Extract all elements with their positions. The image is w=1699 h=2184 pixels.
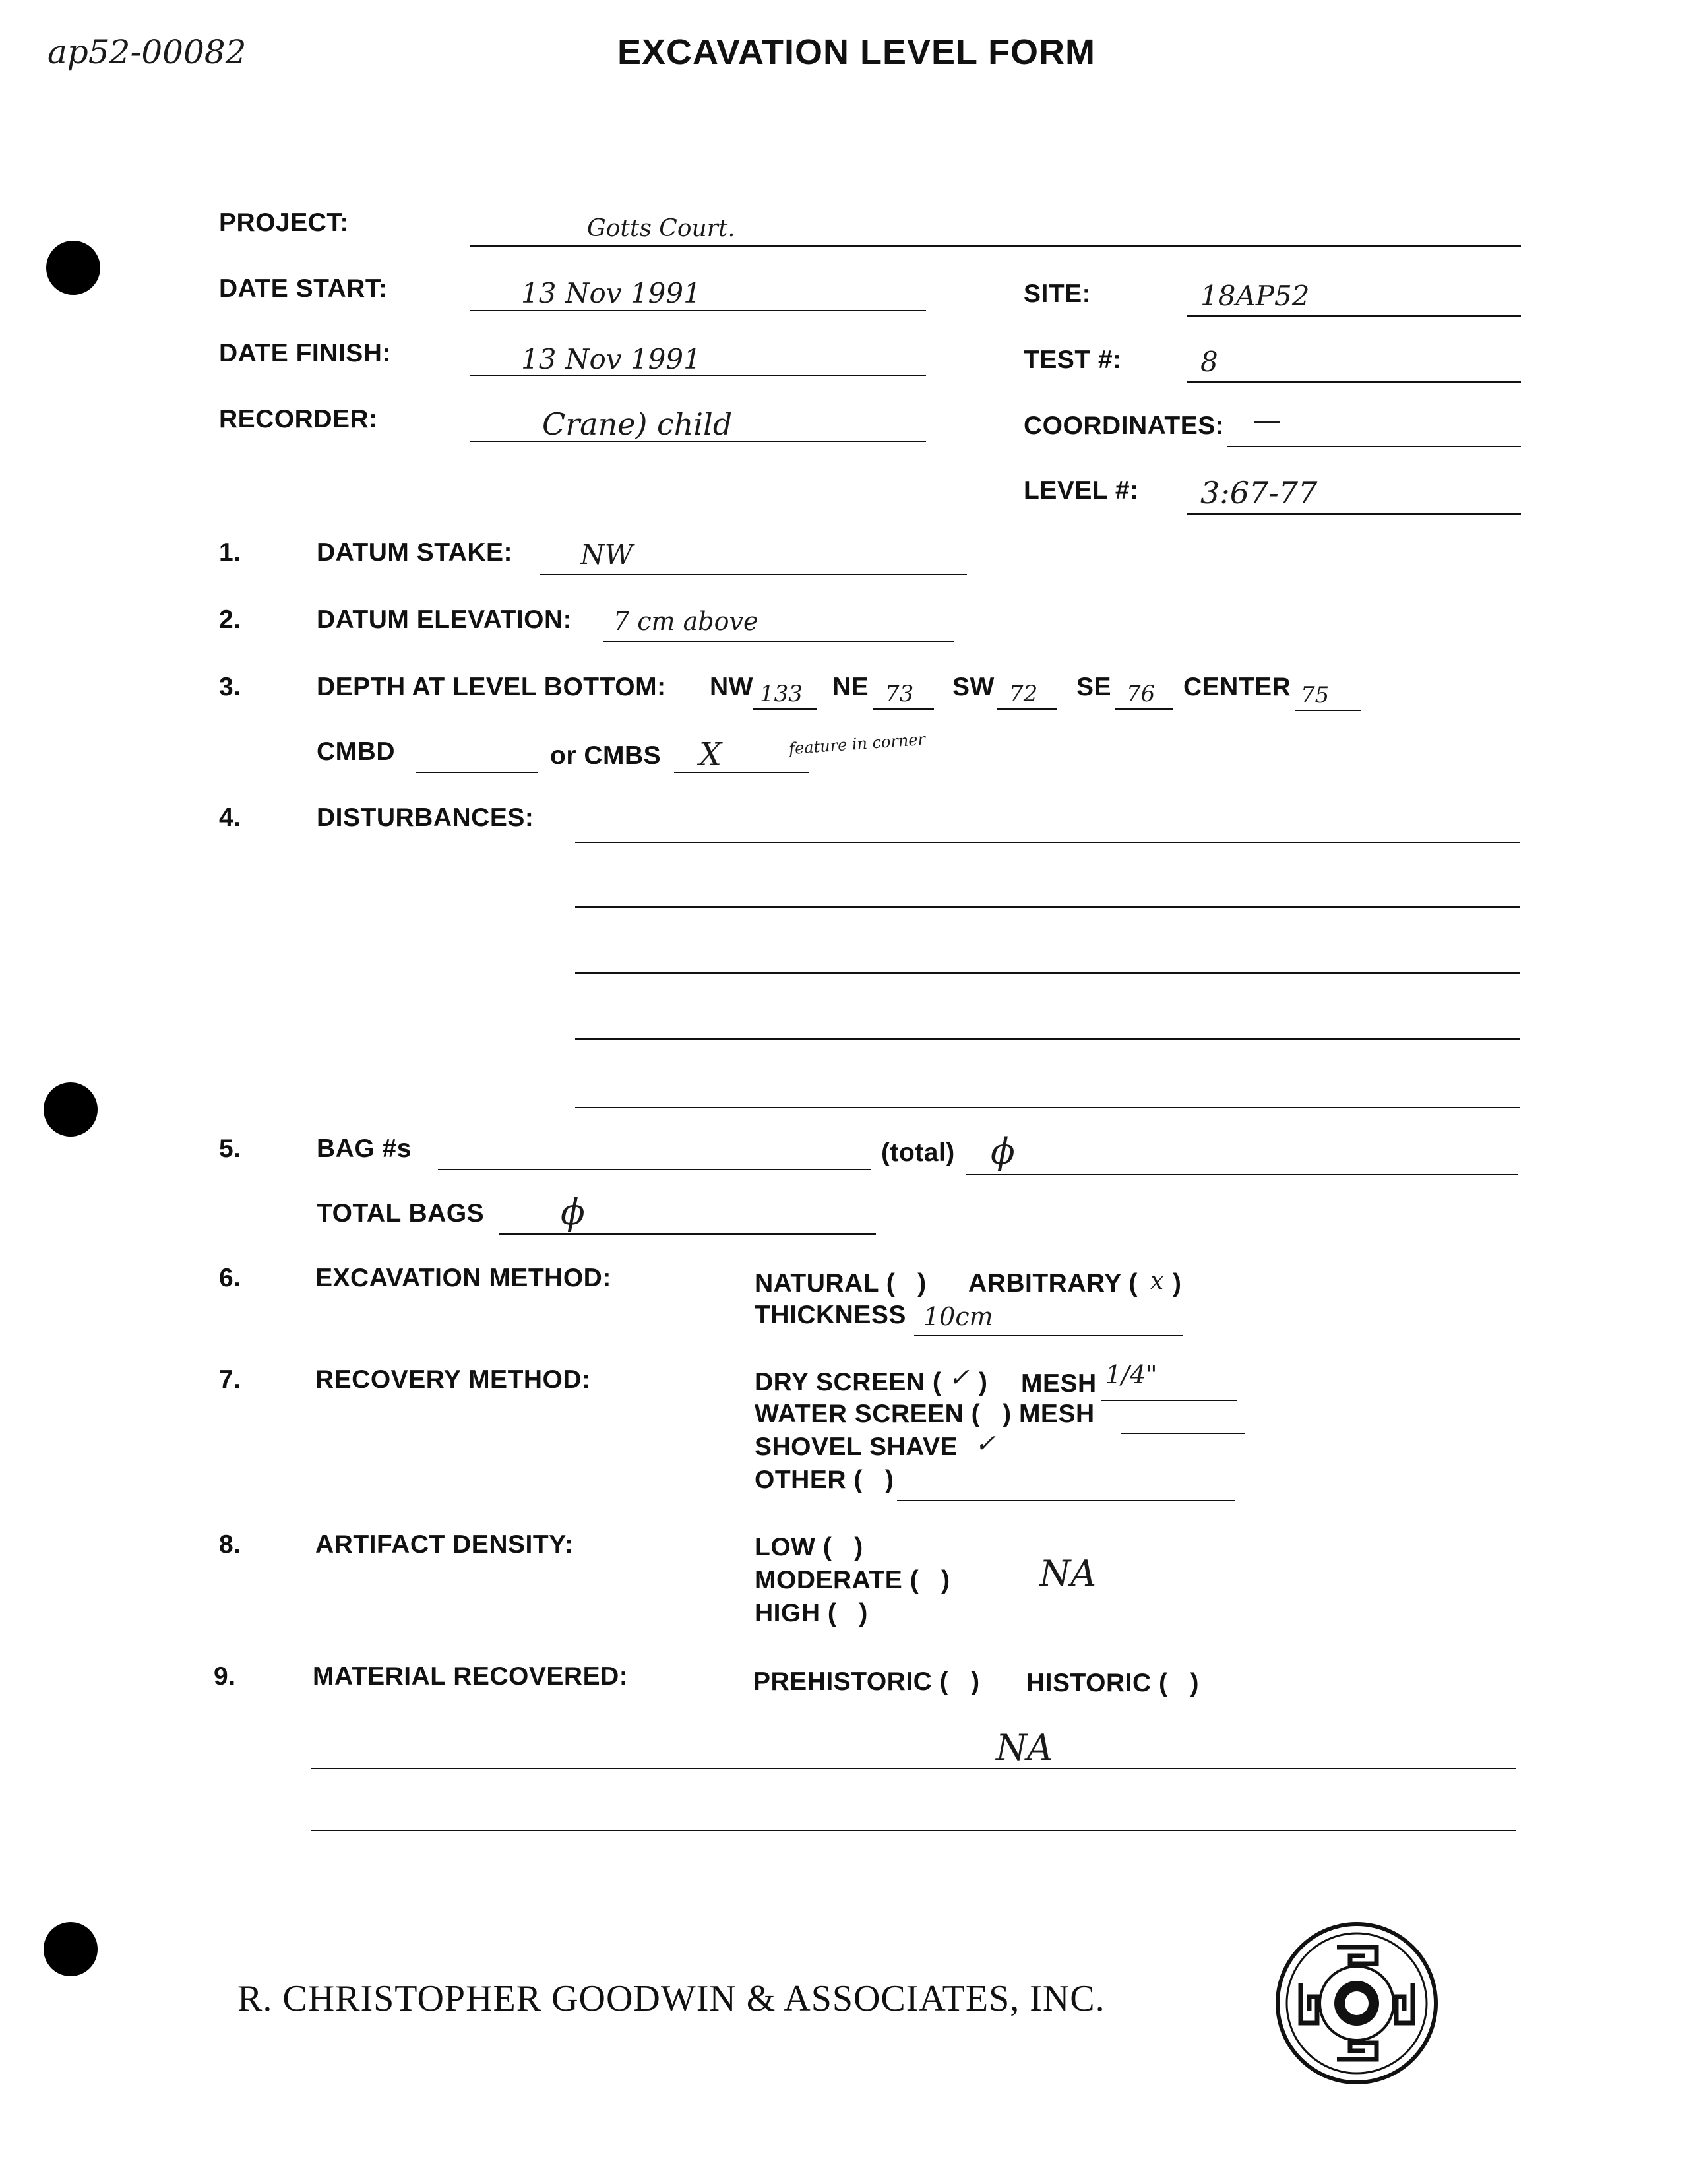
project-line [470,245,1521,247]
total-bags-label: TOTAL BAGS [317,1199,485,1228]
mesh-value: 1/4" [1105,1360,1158,1389]
arbitrary-label: ARBITRARY ( [968,1269,1138,1297]
high-option: HIGH ( ) [755,1599,868,1627]
water-screen-label: WATER SCREEN ( ) MESH [755,1400,1095,1428]
material-recovered-label: MATERIAL RECOVERED: [313,1662,629,1691]
material-line-2 [311,1830,1516,1831]
level-value: 3:67-77 [1200,475,1318,511]
test-label: TEST #: [1024,346,1122,374]
dry-screen-close: ) [979,1368,988,1396]
nw-value: 133 [760,681,803,707]
total-label: (total) [881,1139,955,1167]
water-mesh-line [1121,1433,1245,1434]
company-name: R. CHRISTOPHER GOODWIN & ASSOCIATES, INC. [237,1978,1105,2019]
bag-line [438,1169,871,1170]
material-line-1 [311,1768,1516,1769]
moderate-option: MODERATE ( ) [755,1566,950,1594]
total-bags-value: ϕ [561,1191,585,1233]
low-option: LOW ( ) [755,1533,863,1561]
center-value: 75 [1301,682,1330,708]
item-6-number: 6. [219,1264,241,1292]
disturbances-line-4 [575,1038,1520,1040]
cmbd-label: CMBD [317,737,395,766]
datum-stake-line [540,574,967,575]
nw-label: NW [710,673,753,701]
test-value: 8 [1200,346,1218,378]
datum-elevation-line [603,641,954,642]
ne-label: NE [832,673,869,701]
date-start-line [470,310,926,311]
site-value: 18AP52 [1200,280,1310,312]
datum-stake-value: NW [580,538,633,571]
bag-label: BAG #s [317,1135,412,1163]
prehistoric-option: PREHISTORIC ( ) [753,1668,980,1696]
dry-screen-label: DRY SCREEN ( [755,1368,942,1396]
thickness-label: THICKNESS [755,1301,906,1329]
item-1-number: 1. [219,538,241,567]
ne-value: 73 [885,681,914,707]
site-line [1187,315,1521,317]
se-value: 76 [1127,681,1156,707]
density-value: NA [1039,1553,1097,1594]
cmbd-line [416,772,538,773]
total-bags-line [499,1233,876,1235]
or-cmbs-label: or CMBS [550,741,662,770]
date-start-label: DATE START: [219,274,388,303]
center-line [1295,710,1361,711]
sw-line [997,708,1057,710]
shovel-shave-label: SHOVEL SHAVE [755,1433,958,1461]
recovery-method-label: RECOVERY METHOD: [315,1365,591,1394]
binder-hole-middle [44,1082,98,1137]
coordinates-label: COORDINATES: [1024,412,1225,440]
thickness-value: 10cm [923,1302,993,1331]
arbitrary-close: ) [1173,1269,1182,1297]
binder-hole-bottom [44,1922,98,1976]
mesh-label: MESH [1021,1369,1097,1398]
thickness-line [914,1335,1183,1336]
cmbs-value: X [699,736,722,773]
nw-line [753,708,817,710]
artifact-density-label: ARTIFACT DENSITY: [315,1530,574,1559]
se-line [1115,708,1173,710]
item-3-number: 3. [219,673,241,701]
shovel-shave-mark: ✓ [975,1429,996,1458]
se-label: SE [1076,673,1112,701]
disturbances-line-2 [575,906,1520,908]
cmbs-line [674,772,809,773]
material-value: NA [996,1727,1053,1768]
coordinates-value: — [1253,404,1281,436]
ne-line [873,708,934,710]
test-line [1187,381,1521,383]
other-label: OTHER ( ) [755,1466,894,1494]
coordinates-line [1227,446,1521,447]
item-7-number: 7. [219,1365,241,1394]
natural-option: NATURAL ( ) [755,1269,927,1297]
site-label: SITE: [1024,280,1092,308]
sw-label: SW [952,673,995,701]
feature-note: feature in corner [788,730,926,759]
project-value: Gotts Court. [587,215,735,242]
disturbances-label: DISTURBANCES: [317,803,534,832]
level-label: LEVEL #: [1024,476,1139,505]
dry-screen-mark: ✓ [948,1363,970,1392]
recorder-label: RECORDER: [219,405,378,433]
form-title: EXCAVATION LEVEL FORM [617,32,1096,72]
historic-option: HISTORIC ( ) [1026,1669,1199,1697]
center-label: CENTER [1183,673,1291,701]
excavation-method-label: EXCAVATION METHOD: [315,1264,611,1292]
total-line [966,1174,1518,1175]
total-value: ϕ [991,1131,1015,1172]
project-label: PROJECT: [219,208,349,237]
company-logo [1274,1921,1439,2086]
sw-value: 72 [1009,681,1038,707]
date-finish-label: DATE FINISH: [219,339,391,367]
date-start-value: 13 Nov 1991 [521,277,701,309]
item-9-number: 9. [214,1662,236,1691]
item-2-number: 2. [219,606,241,634]
arbitrary-mark: x [1150,1268,1164,1295]
datum-elevation-label: DATUM ELEVATION: [317,606,572,634]
document-id: ap52-00082 [47,33,247,71]
disturbances-line-5 [575,1107,1520,1108]
datum-stake-label: DATUM STAKE: [317,538,513,567]
mesh-line [1101,1400,1237,1401]
recorder-value: Crane) child [542,406,733,442]
level-line [1187,513,1521,515]
disturbances-line-1 [575,842,1520,843]
other-line [897,1500,1235,1501]
date-finish-value: 13 Nov 1991 [521,343,701,375]
item-4-number: 4. [219,803,241,832]
disturbances-line-3 [575,972,1520,974]
item-8-number: 8. [219,1530,241,1559]
datum-elevation-value: 7 cm above [613,607,758,636]
item-5-number: 5. [219,1135,241,1163]
depth-label: DEPTH AT LEVEL BOTTOM: [317,673,666,701]
binder-hole-top [46,241,100,295]
